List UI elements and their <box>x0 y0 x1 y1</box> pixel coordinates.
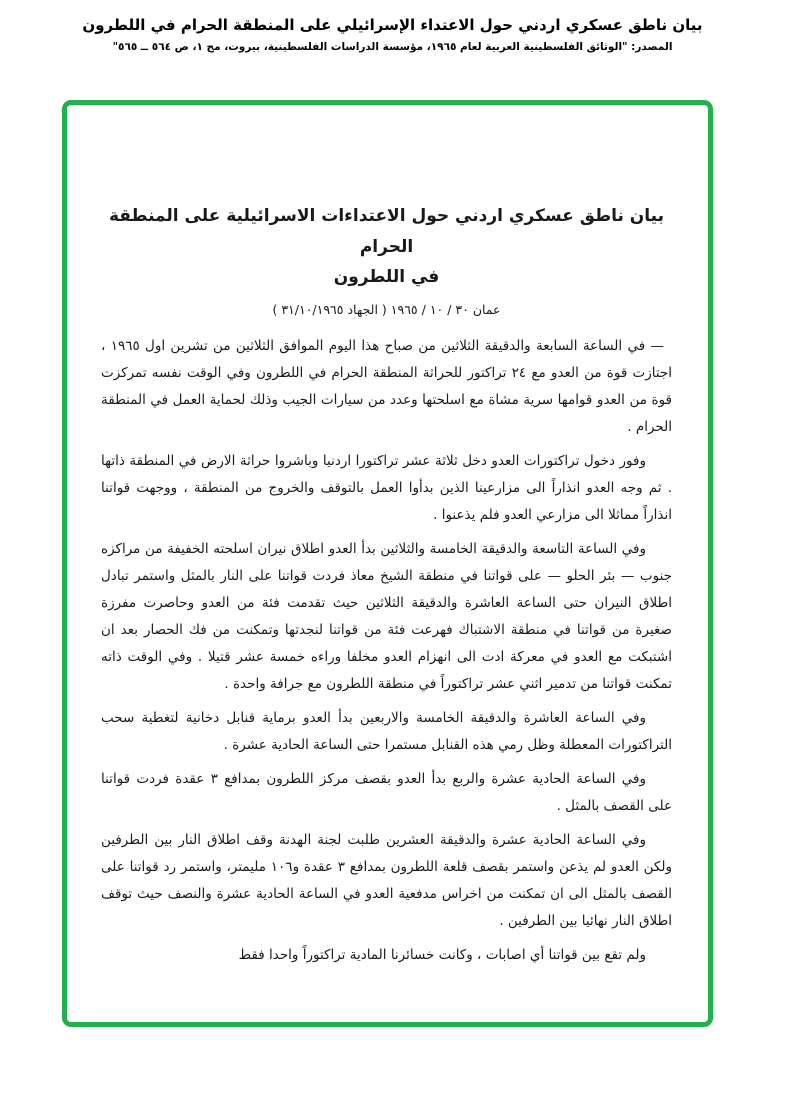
document-title <box>101 201 672 293</box>
header-source-citation: المصدر: "الوثائق الفلسطينية العربية لعام ١٩٦٥، مؤسسة الدراسات الفلسطينية، بيروت، مج ١، ص ٥٦٤ ــ ٥٦٥" <box>112 41 673 53</box>
document-title-line2: في اللطرون <box>333 267 440 288</box>
header-title: بيان ناطق عسكري اردني حول الاعتداء الإسرائيلي على المنطقة الحرام في اللطرون <box>82 16 703 34</box>
paragraph: — في الساعة السابعة والدقيقة الثلاثين من صباح هذا اليوم الموافق الثلاثين من تشرين اول ١٩٦٥ ، اجتازت قوة من العدو مع ٢٤ تراكتور للحراثة المنطقة الحرام في اللطرون وفي الوقت نفسه تمركزت قوة من العدو قوامها سرية مشاة مع اسلحتها وعدد من سيارات الجيب وذلك لحماية العمل في المنطقة الحرام . <box>101 337 672 435</box>
document-title-line1: بيان ناطق عسكري اردني حول الاعتداءات الاسرائيلية على المنطقة الحرام <box>108 206 664 257</box>
document-dateline: عمان ٣٠ / ١٠ / ١٩٦٥ ( الجهاد ٣١/١٠/١٩٦٥ ) <box>272 301 501 317</box>
scanned-document-page <box>67 105 708 969</box>
paragraph: وفور دخول تراكتورات العدو دخل ثلاثة عشر تراكتورا اردنيا وباشروا حراثة الارض في المنطقة ذاتها . ثم وجه العدو انذاراً الى مزارعينا الذين بدأوا العمل بالتوقف والخروج من المنطقة ، ووجهت قواتنا انذاراً مماثلا الى مزارعي العدو فلم يذعنوا . <box>101 452 672 523</box>
paragraph: ولم تقع بين قواتنا أي اصابات ، وكانت خسائرنا المادية تراكتوراً واحدا فقط <box>238 946 646 963</box>
paragraph: وفي الساعة التاسعة والدقيقة الخامسة والثلاثين بدأ العدو اطلاق نيران اسلحته الخفيفة من مراكزه جنوب — بئر الحلو — على قواتنا في منطقة الشيخ معاذ فردت قواتنا على النار بالمثل واستمر تبادل اطلاق النيران حتى الساعة العاشرة والدقيقة الثلاثين حيث تقدمت فئة من العدو وحاصرت مفرزة صغيرة من قواتنا في منطقة الاشتباك فهرعت فئة من قواتنا لنجدتها وتمكنت من فك الحصار بعد ان اشتبكت مع العدو في معركة ادت الى انهزام العدو مخلفا وراءه خمسة عشر قتيلا . وفي الوقت ذاته تمكنت قواتنا من تدمير اثني عشر تراكتوراً في منطقة اللطرون مع جرافة واحدة . <box>101 540 672 692</box>
paragraph: وفي الساعة الحادية عشرة والدقيقة العشرين طلبت لجنة الهدنة وقف اطلاق النار بين الطرفين ولكن العدو لم يذعن واستمر بقصف قلعة اللطرون بمدافع ٣ عقدة و١٠٦ مليمتر، واستمر رد قواتنا على القصف بالمثل الى ان تمكنت من اخراس مدفعية العدو في الساعة الحادية عشرة والنصف حيث توقف اطلاق النار نهائيا بين الطرفين . <box>101 831 672 929</box>
page-header <box>0 16 785 53</box>
scanned-document-frame <box>62 100 713 1027</box>
document-body <box>101 333 672 969</box>
paragraph: وفي الساعة الحادية عشرة والربع بدأ العدو بقصف مركز اللطرون بمدافع ٣ عقدة فردت قواتنا على القصف بالمثل . <box>101 770 672 814</box>
paragraph: وفي الساعة العاشرة والدقيقة الخامسة والاربعين بدأ العدو برماية قنابل دخانية لتغطية سحب التراكتورات المعطلة وظل رمي هذه القنابل مستمرا حتى الساعة الحادية عشرة . <box>101 709 672 753</box>
